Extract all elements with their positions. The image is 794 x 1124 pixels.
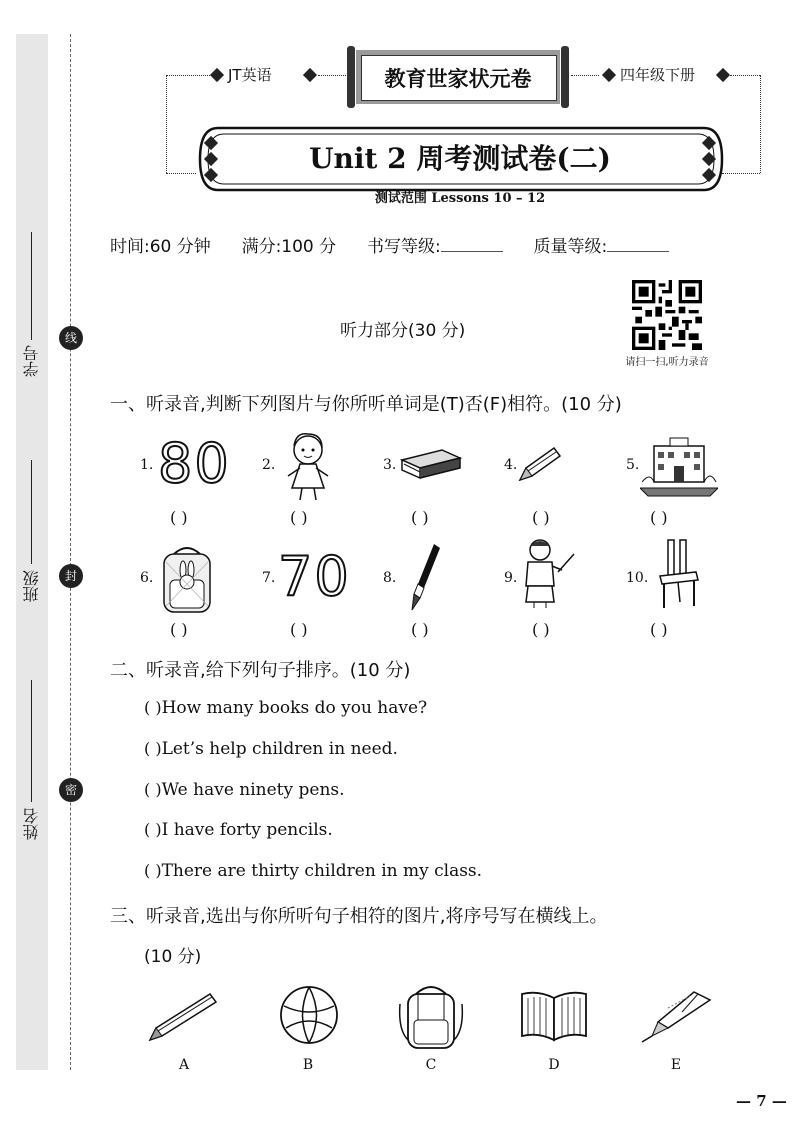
student-id-line	[31, 232, 32, 340]
item-number: 2.	[262, 457, 276, 473]
order-blank[interactable]: ( )	[144, 861, 162, 880]
item-number: 8.	[383, 570, 397, 586]
section2-title: 二、听录音,给下列句子排序。(10 分)	[110, 660, 411, 681]
option-b-ball-icon	[278, 984, 340, 1046]
diamond-icon	[716, 68, 730, 82]
option-e-pen-icon	[638, 988, 714, 1044]
banner-title: 教育世家状元卷	[384, 67, 532, 91]
number-80-picture: 80	[158, 432, 231, 495]
name-line	[31, 680, 32, 802]
option-c-schoolbag-icon	[396, 980, 466, 1050]
writing-grade-blank[interactable]	[441, 237, 503, 252]
order-blank[interactable]: ( )	[144, 780, 162, 799]
section1-title: 一、听录音,判断下列图片与你所听单词是(T)否(F)相符。(10 分)	[110, 394, 622, 415]
answer-blank[interactable]: ( )	[532, 620, 550, 639]
option-a-pencil-icon	[146, 990, 220, 1044]
header-dotline	[318, 75, 346, 76]
order-blank[interactable]: ( )	[144, 820, 162, 839]
page-number: — 7 —	[736, 1092, 787, 1110]
ordering-sentence: ( )We have ninety pens.	[144, 780, 345, 800]
diamond-icon	[303, 68, 317, 82]
answer-blank[interactable]: ( )	[650, 508, 668, 527]
girl-icon	[280, 428, 336, 504]
section3-points: (10 分)	[144, 947, 202, 967]
option-c-label: C	[425, 1057, 437, 1073]
ordering-sentence: ( )How many books do you have?	[144, 698, 428, 718]
book-icon	[398, 446, 464, 480]
header-dotline-left-b	[166, 173, 196, 174]
seal-line: 线	[59, 326, 83, 350]
chair-icon	[654, 536, 702, 612]
test-scope: 测试范围 Lessons 10 – 12	[374, 191, 546, 206]
option-a-label: A	[178, 1057, 190, 1073]
header-dotline-right-b	[722, 173, 760, 174]
series-tag: JT英语	[228, 66, 272, 84]
quality-grade-label: 质量等级:	[533, 237, 608, 257]
answer-blank[interactable]: ( )	[170, 620, 188, 639]
pen-icon	[404, 540, 444, 612]
option-d-label: D	[548, 1057, 560, 1073]
answer-blank[interactable]: ( )	[650, 620, 668, 639]
option-e-label: E	[670, 1057, 682, 1073]
diamond-icon	[602, 68, 616, 82]
ordering-sentence: ( )There are thirty children in my class.	[144, 861, 483, 881]
order-blank[interactable]: ( )	[144, 698, 162, 717]
ordering-sentence: ( )Let’s help children in need.	[144, 739, 398, 759]
answer-blank[interactable]: ( )	[411, 620, 429, 639]
number-70-picture: 70	[278, 545, 351, 608]
header-dotline	[571, 75, 599, 76]
ordering-sentence: ( )I have forty pencils.	[144, 820, 333, 840]
answer-blank[interactable]: ( )	[170, 508, 188, 527]
item-number: 5.	[626, 457, 640, 473]
order-blank[interactable]: ( )	[144, 739, 162, 758]
class-label: 班级	[22, 570, 41, 602]
exam-meta	[110, 232, 669, 257]
writing-grade-label: 书写等级:	[366, 237, 441, 257]
grade-tag: 四年级下册	[620, 66, 696, 84]
class-line	[31, 460, 32, 564]
item-number: 6.	[140, 570, 154, 586]
seal-seal: 封	[59, 564, 83, 588]
schoolbag-icon	[156, 542, 218, 616]
school-icon	[640, 432, 718, 502]
item-number: 1.	[140, 457, 154, 473]
item-number: 10.	[626, 570, 649, 586]
binding-strip	[16, 34, 48, 1070]
banner-scroll	[347, 46, 569, 108]
qr-code-icon[interactable]	[632, 280, 702, 350]
diamond-icon	[210, 68, 224, 82]
student-id-label: 学号	[22, 345, 41, 377]
answer-blank[interactable]: ( )	[290, 508, 308, 527]
pencil-icon	[516, 444, 564, 484]
seal-secret: 密	[59, 778, 83, 802]
qr-caption: 请扫一扫,听力录音	[625, 357, 709, 368]
listening-heading: 听力部分(30 分)	[340, 321, 466, 341]
full-score: 满分:100 分	[241, 237, 337, 257]
header-dotline-left-v	[166, 75, 167, 173]
item-number: 7.	[262, 570, 276, 586]
item-number: 3.	[383, 457, 397, 473]
answer-blank[interactable]: ( )	[290, 620, 308, 639]
answer-blank[interactable]: ( )	[532, 508, 550, 527]
answer-blank[interactable]: ( )	[411, 508, 429, 527]
item-number: 4.	[504, 457, 518, 473]
option-d-book-icon	[518, 988, 590, 1044]
name-label: 姓名	[22, 808, 41, 840]
section3-title: 三、听录音,选出与你所听句子相符的图片,将序号写在横线上。	[110, 906, 608, 927]
page-title: Unit 2 周考测试卷(二)	[309, 142, 611, 175]
quality-grade-blank[interactable]	[607, 237, 669, 252]
option-b-label: B	[302, 1057, 314, 1073]
cut-line	[70, 34, 71, 1070]
item-number: 9.	[504, 570, 518, 586]
time-limit: 时间:60 分钟	[110, 237, 211, 257]
header-dotline-right-v	[760, 75, 761, 173]
teacher-icon	[520, 536, 576, 610]
header-dotline-right	[730, 75, 760, 76]
